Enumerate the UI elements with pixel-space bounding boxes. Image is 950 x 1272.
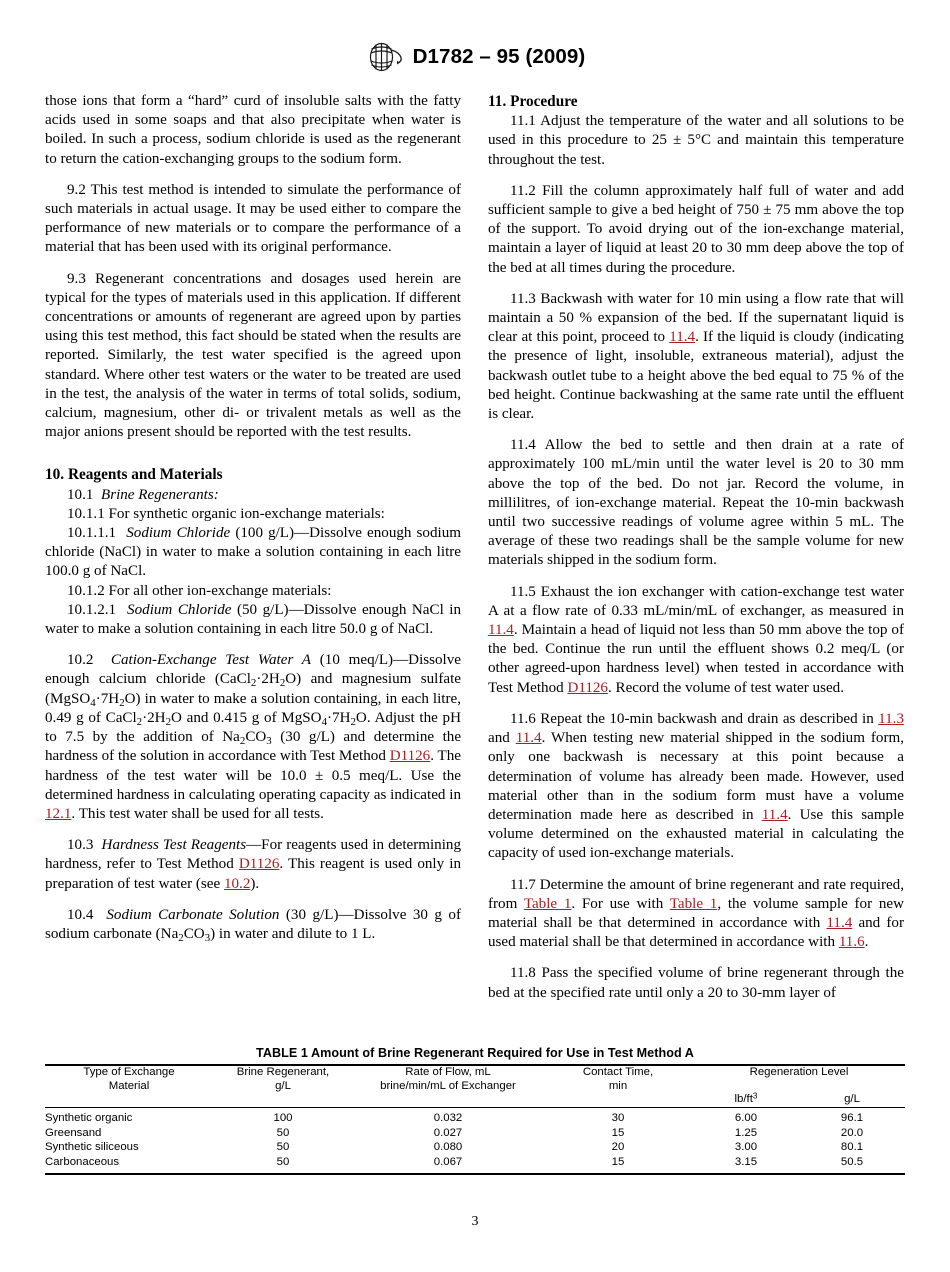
t-e: O) in water to make a solution containing, in each litre, 0.49 g of CaCl (45, 690, 461, 726)
unit-exponent: 3 (752, 1091, 758, 1101)
header-regen-g-per-l: g/L (844, 1093, 860, 1106)
paragraph-10-2-number: 10.2 (67, 652, 94, 669)
paragraph-10-1-2-1 (45, 601, 461, 639)
table-1-head (45, 1065, 905, 1107)
t-c: O) and magnesium sulfate (MgSO (45, 671, 461, 707)
paragraph-10-4 (45, 906, 461, 944)
t-m: . This test water shall be used for all tests. (71, 805, 324, 822)
t-j: CO (245, 729, 267, 746)
paragraph-10-1-number: 10.1 (67, 486, 94, 503)
cell-material: Synthetic organic (45, 1107, 213, 1126)
t-10-3-a: —For reagents used in determining hardness, refer to Test Method (45, 837, 462, 873)
cell-regen-lb-ft3: 3.00 (734, 1141, 758, 1154)
t-d: ·7H (95, 690, 120, 707)
header-rate-of-flow (353, 1065, 543, 1093)
paragraph-10-1-2-1-title: Sodium Chloride (127, 601, 232, 618)
t-11-6-c: . Use this sample volume determined on the exhausted material in calculating the capacity of used ion-exchange materials. (488, 806, 904, 862)
paragraph-10-1-1-1-text: (100 g/L)—Dissolve enough sodium chloride (NaCl) in water to make a solution containing in each litre 100.0 g of NaCl. (45, 525, 462, 580)
sub-2e: 2 (165, 715, 172, 728)
table-row (45, 1107, 905, 1126)
cell-regen-g-l: 96.1 (799, 1107, 905, 1126)
sub-2h: 2 (178, 931, 184, 944)
paragraph-10-1-1-1 (45, 524, 461, 582)
cell-material: Greensand (45, 1126, 102, 1139)
header-regen-lb-per-ft3 (693, 1093, 799, 1107)
paragraph-10-4-number: 10.4 (67, 906, 94, 923)
t-10-4-b: CO (183, 925, 205, 942)
t-11-7-a: 11.7 Determine the amount of brine regenerant and rate required, from (488, 876, 904, 912)
sub-2c: 2 (119, 696, 125, 709)
sub-3: 3 (266, 735, 272, 748)
paragraph-9-1-continued: those ions that form a “hard” curd of insoluble salts with the fatty acids used in some soaps and that also precipitate when water is boiled. In such a process, sodium chloride is used as the regenerant to return the cation-exchanging groups to the sodium form. (45, 93, 461, 167)
paragraph-10-1-2-1-text: (50 g/L)—Dissolve enough NaCl in water to make a solution containing in each litre 50.0 g of NaCl. (45, 601, 461, 638)
link-11-4-d[interactable]: 11.4 (761, 806, 788, 823)
cell-regen-g-l: 20.0 (840, 1126, 864, 1139)
link-11-6[interactable]: 11.6 (838, 934, 865, 951)
sub-4: 4 (90, 696, 96, 709)
sub-2g: 2 (239, 735, 246, 748)
header-line-1: Type of Exchange (83, 1066, 175, 1078)
table-1-caption: TABLE 1 Amount of Brine Regenerant Required for Use in Test Method A (256, 1046, 694, 1060)
t-11-6-and: and (488, 730, 510, 747)
header-line-2: g/L (275, 1079, 291, 1092)
header-contact-time (543, 1065, 693, 1093)
unit-lb-ft: lb/ft (734, 1093, 753, 1106)
paragraph-10-1-title: Brine Regenerants: (100, 486, 219, 503)
cell-regen-lb-ft3: 6.00 (693, 1107, 799, 1126)
header-regeneration-level-group: Regeneration Level (693, 1065, 905, 1093)
t-11-5-c: . Record the volume of test water used. (607, 679, 844, 696)
cell-regen-lb-ft3: 3.15 (693, 1155, 799, 1174)
header-brine-regenerant (213, 1065, 353, 1093)
paragraph-10-1-1-1-number: 10.1.1.1 (67, 525, 117, 542)
t-11-7-c: , the volume sample for new material shall be that determined in accordance with (488, 895, 905, 931)
table-row (45, 1155, 905, 1174)
cell-brine-regenerant: 100 (213, 1107, 353, 1126)
body-columns (45, 92, 905, 1003)
paragraph-9-2: 9.2 This test method is intended to simulate the performance of such materials in actual usage. It may be used either to compare the performance of new materials or to compare the performance of a material that has been used with its original performance. (45, 181, 461, 256)
t-10-4-a: (30 g/L)—Dissolve 30 g of sodium carbonate (Na (45, 906, 461, 942)
paragraph-10-3-title: Hardness Test Reagents (101, 837, 247, 854)
cell-rate-of-flow: 0.027 (433, 1126, 463, 1139)
t-g: O and 0.415 g of MgSO (171, 709, 322, 726)
paragraph-10-3 (45, 836, 461, 894)
section-heading-11: 11. Procedure (488, 93, 578, 110)
t-11-5-a: 11.5 Exhaust the ion exchanger with cation-exchange test water A at a flow rate of 0.33 mL/min/mL of exchanger, as measured in (488, 583, 904, 619)
link-d1126-11-5[interactable]: D1126 (567, 679, 608, 696)
cell-regen-g-l: 50.5 (799, 1155, 905, 1174)
cell-contact-time: 15 (611, 1126, 625, 1139)
link-11-4-c[interactable]: 11.4 (515, 730, 542, 747)
header-spacer-3 (353, 1093, 543, 1107)
paragraph-10-1-2: 10.1.2 For all other ion-exchange materials: (67, 582, 332, 599)
sub-3b: 3 (204, 931, 211, 944)
page-number: 3 (471, 1214, 479, 1229)
header-line-1: Contact Time, (582, 1066, 654, 1078)
link-table-1-b[interactable]: Table 1 (669, 895, 718, 912)
paragraph-11-3 (488, 290, 904, 424)
sub-2: 2 (250, 677, 257, 690)
table-1 (45, 1064, 905, 1175)
t-11-3-b: . If the liquid is cloudy (indicating the presence of light, insoluble, extraneous material), adjust the backwash outlet tube to a height above the bed equal to 75 % of the bed height. Continue backwashing at the same rate until the effluent is clear. (488, 329, 904, 423)
cell-brine-regenerant: 50 (213, 1155, 353, 1174)
t-10-3-c: ). (250, 875, 260, 892)
header-spacer-1 (45, 1093, 213, 1107)
header-line-1: Rate of Flow, mL (405, 1066, 491, 1078)
table-row (45, 1126, 905, 1141)
table-row (45, 1140, 905, 1155)
paragraph-10-2 (45, 651, 461, 824)
t-10-4-c: ) in water and dilute to 1 L. (210, 925, 376, 942)
t-11-6-a: 11.6 Repeat the 10-min backwash and drain as described in (510, 710, 874, 727)
section-heading-10: 10. Reagents and Materials (45, 466, 223, 484)
header-type-of-exchange-material (45, 1065, 213, 1093)
link-11-4-e[interactable]: 11.4 (826, 914, 853, 931)
link-11-4-b[interactable]: 11.4 (488, 622, 514, 639)
cell-material: Synthetic siliceous (45, 1141, 139, 1154)
paragraph-9-3: 9.3 Regenerant concentrations and dosages used herein are typical for the types of materials used in this application. If different concentrations or amounts of regenerant are agreed upon by parties using this test method, this fact should be stated when the results are reported. Similarly, the test water specified is the agreed upon standard. Where other test waters or the water to be treated are used in the test, the analysis of the water in terms of total solids, sodium, calcium, magnesium, other di- or trivalent metals as well as the major anions present should be reported with the test results. (45, 270, 461, 441)
t-11-6-b: . When testing new material shipped in the sodium form, only one backwash is necessary at this point because a determination of volume has already been made. However, used material other than in the sodium form must have a volume determination made here as described in (488, 730, 904, 823)
link-d1126-10-3[interactable]: D1126 (238, 856, 280, 873)
document-designation: D1782 – 95 (2009) (412, 45, 586, 68)
t-11-7-d: and for used material shall be that determined in accordance with (488, 914, 904, 951)
cell-contact-time: 30 (543, 1107, 693, 1126)
t-11-7-e: . (864, 934, 869, 951)
table-1-container (45, 1046, 905, 1175)
table-header-row-main (45, 1065, 905, 1093)
t-i: O. Adjust the pH to 7.5 by the addition of Na (45, 709, 461, 746)
paragraph-10-1-2-1-number: 10.1.2.1 (67, 601, 117, 618)
paragraph-11-8: 11.8 Pass the specified volume of brine regenerant through the bed at the specified rate until only a 20 to 30-mm layer of (488, 965, 904, 1001)
t-h: ·7H (327, 709, 351, 726)
cell-regen-g-l: 80.1 (840, 1141, 864, 1154)
t-11-7-b: . For use with (571, 895, 664, 912)
cell-rate-of-flow: 0.080 (433, 1141, 463, 1154)
table-1-body (45, 1107, 905, 1174)
paragraph-10-1-1-1-title: Sodium Chloride (126, 525, 231, 542)
header-line-2: brine/min/mL of Exchanger (380, 1079, 516, 1092)
t-a: (10 meq/L)—Dissolve enough calcium chloride (CaCl (45, 652, 461, 688)
paragraph-11-6 (488, 710, 904, 864)
header-line-2: min (608, 1079, 628, 1092)
link-11-3[interactable]: 11.3 (878, 710, 904, 727)
cell-regen-lb-ft3: 1.25 (734, 1126, 758, 1139)
sub-2f: 2 (350, 715, 356, 728)
link-d1126-10-2[interactable]: D1126 (389, 748, 431, 765)
sub-2d: 2 (136, 715, 143, 728)
right-column (488, 92, 904, 1003)
astm-logo (365, 42, 403, 72)
cell-material: Carbonaceous (45, 1155, 213, 1174)
t-b: ·2H (256, 671, 280, 688)
cell-rate-of-flow: 0.067 (353, 1155, 543, 1174)
link-table-1-a[interactable]: Table 1 (523, 895, 572, 912)
sub-2b: 2 (279, 677, 286, 690)
paragraph-10-1 (45, 486, 461, 505)
left-column (45, 92, 461, 1003)
cell-brine-regenerant: 50 (276, 1126, 290, 1139)
t-10-3-b: . This reagent is used only in preparation of test water (see (45, 856, 461, 892)
cell-rate-of-flow: 0.032 (353, 1107, 543, 1126)
header-spacer-2 (213, 1093, 353, 1107)
t-11-3-a: 11.3 Backwash with water for 10 min using a flow rate that will maintain a 50 % expansion of the bed. If the supernatant liquid is clear at this point, proceed to (488, 290, 904, 346)
paragraph-11-1: 11.1 Adjust the temperature of the water and all solutions to be used in this procedure to 25 ± 5°C and maintain this temperature throughout the test. (488, 113, 904, 168)
header-spacer-4 (543, 1093, 693, 1107)
paragraph-11-2: 11.2 Fill the column approximately half full of water and add sufficient sample to give a bed height of 750 ± 75 mm above the top of the support. To avoid drying out of the ion-exchange material, maintain a layer of liquid at least 20 to 30 mm deep above the top of the bed at all times during the procedure. (488, 182, 904, 276)
header-line-2: Material (108, 1079, 150, 1092)
t-11-5-b: . Maintain a head of liquid not less than 50 mm above the top of the bed. Continue the run until the effluent shows 0.2 meq/L (or other agreed-upon hardness level) when tested in accordance with Test Method (488, 622, 904, 696)
link-10-2[interactable]: 10.2 (223, 875, 251, 892)
cell-contact-time: 20 (611, 1141, 625, 1154)
page-header (0, 42, 950, 72)
table-header-row-sub (45, 1093, 905, 1107)
t-k: (30 g/L) and determine the hardness of the solution in accordance with Test Method (45, 729, 462, 765)
header-line-1: Brine Regenerant, (236, 1066, 330, 1078)
sub-4b: 4 (321, 715, 327, 728)
link-12-1[interactable]: 12.1 (45, 805, 72, 822)
paragraph-11-4: 11.4 Allow the bed to settle and then drain at a rate of approximately 100 mL/min until the water level is 20 to 30 mm above the top of the bed. Do not jar. Record the volume, in millilitres, of ion-exchange material. Repeat the 10-min backwash until two successive readings of volume agree within 5 mL. The average of these two readings shall be the sample volume for new materials shipped in the sodium form. (488, 437, 904, 569)
paragraph-10-4-title: Sodium Carbonate Solution (106, 906, 280, 923)
paragraph-11-5 (488, 583, 904, 698)
paragraph-10-3-number: 10.3 (67, 837, 94, 854)
cell-brine-regenerant: 50 (276, 1141, 290, 1154)
paragraph-10-1-1: 10.1.1 For synthetic organic ion-exchange materials: (67, 505, 385, 522)
link-11-4-a[interactable]: 11.4 (669, 329, 696, 346)
t-l: . The hardness of the test water will be 10.0 ± 0.5 meq/L. Use the determined hardness in calculating operating capacity as indicated in (45, 748, 461, 803)
paragraph-10-2-title: Cation-Exchange Test Water A (110, 652, 312, 669)
cell-contact-time: 15 (543, 1155, 693, 1174)
t-f: ·2H (142, 709, 166, 726)
paragraph-11-7 (488, 876, 904, 953)
